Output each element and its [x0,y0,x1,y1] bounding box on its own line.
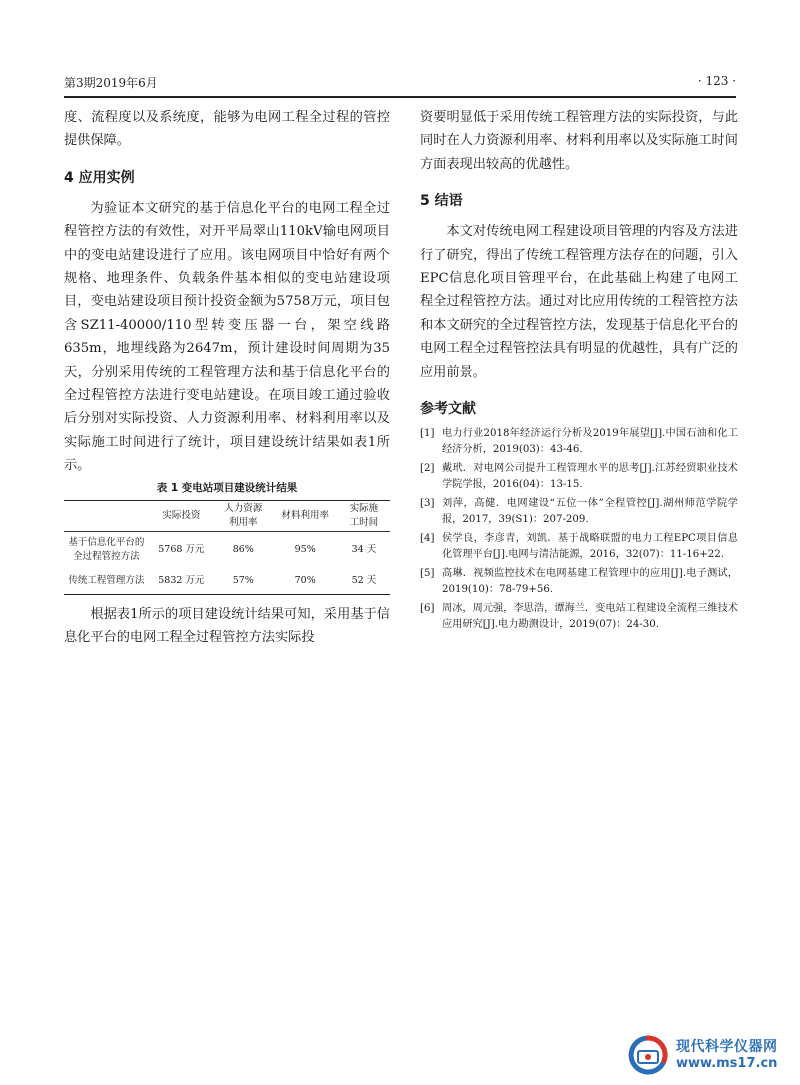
reference-text: 刘萍，高健．电网建设“五位一体”全程管控[J].湖州师范学院学报，2017，39(S1)：207-209. [442,498,738,526]
reference-number: [5] [420,568,435,580]
header-rule [64,96,736,98]
table-cell: 95% [294,543,316,555]
statistics-table [64,500,390,595]
reference-text: 高琳．视频监控技术在电网基建工程管理中的应用[J].电子测试，2019(10)：78-79+56. [442,568,738,596]
table-cell: 5768 万元 [158,543,205,555]
table-header-cell: 材料利用率 [273,500,338,531]
table-cell: 52 天 [351,574,377,586]
reference-text: 周冰，周元强，李思浩，谭海兰．变电站工程建设全流程三维技术应用研究[J].电力勘测设计，2019(07)：24-30. [442,603,738,631]
reference-text: 戴玳．对电网公司提升工程管理水平的思考[J].江苏经贸职业技术学院学报，2016(04)：13-15. [442,463,738,491]
table-cell: 86% [232,543,254,555]
issue-label: 第3期2019年6月 [64,76,158,90]
right-column [420,106,738,636]
section-4-paragraph: 为验证本文研究的基于信息化平台的电网工程全过程管控方法的有效性，对开平局翠山110kV输电网项目中的变电站建设进行了应用。该电网项目中恰好有两个规格、地理条件、负载条件基本相似的变电站建设项目，变电站建设项目预计投资金额为5758万元，项目包含SZ11-40000/110型转变压器一台，架空线路635m，地埋线路为2647m，预计建设时间周期为35天，分别采用传统的工程管理方法和基于信息化平台的全过程管控方法进行变电站建设。在项目竣工通过验收后分别对实际投资、人力资源利用率、材料利用率以及实际施工时间进行了统计，项目建设统计结果如表1所示。 [64,200,390,474]
table-header-row [64,500,390,531]
table-header-cell [64,500,149,531]
reference-item [420,531,738,563]
after-table-paragraph: 根据表1所示的项目建设统计结果可知，采用基于信息化平台的电网工程全过程管控方法实际投 [64,606,390,646]
table-cell: 57% [232,574,254,586]
reference-text: 侯学良，李彦青，刘凯．基于战略联盟的电力工程EPC项目信息化管理平台[J].电网与清洁能源，2016，32(07)：11-16+22. [442,533,738,561]
table-row [64,531,390,568]
reference-number: [1] [420,428,435,440]
watermark-name: 现代科学仪器网 [676,1039,778,1055]
reference-item [420,496,738,528]
page-number: · 123 · [697,74,736,88]
section-5-paragraph: 本文对传统电网工程建设项目管理的内容及方法进行了研究，得出了传统工程管理方法存在的问题，引入EPC信息化项目管理平台，在此基础上构建了电网工程全过程管控方法。通过对比应用传统的工程管控方法和本文研究的全过程管控方法，发现基于信息化平台的电网工程全过程管控法具有明显的优越性，具有广泛的应用前景。 [420,224,738,380]
table-cell: 70% [294,574,316,586]
left-column [64,106,390,650]
running-header [64,74,736,94]
section-4-heading: 4 应用实例 [64,169,135,186]
reference-item [420,461,738,493]
table-row [64,568,390,595]
table-caption: 表 1 变电站项目建设统计结果 [156,481,298,494]
continuation-paragraph: 资要明显低于采用传统工程管理方法的实际投资，与此同时在人力资源利用率、材料利用率以及实际施工时间方面表现出较高的优越性。 [420,110,738,172]
reference-number: [2] [420,463,435,475]
reference-item [420,566,738,598]
watermark-url: www.ms17.cn [676,1056,778,1071]
table-cell: 34 天 [351,543,377,555]
table-cell: 基于信息化平台的 全过程管控方法 [68,536,145,562]
table-header-cell: 人力资源 利用率 [214,500,273,531]
intro-paragraph: 度、流程度以及系统度，能够为电网工程全过程的管控提供保障。 [64,110,390,149]
reference-number: [4] [420,533,435,545]
reference-number: [3] [420,498,435,510]
table-header-cell: 实际投资 [149,500,214,531]
reference-item [420,601,738,633]
reference-number: [6] [420,603,435,615]
section-5-heading: 5 结语 [420,193,463,210]
watermark-logo [626,1032,786,1078]
table-cell: 5832 万元 [158,574,205,586]
logo-icon [626,1034,670,1076]
table-header-cell: 实际施 工时间 [338,500,390,531]
reference-item [420,426,738,458]
table-cell: 传统工程管理方法 [68,574,145,586]
references-heading: 参考文献 [420,401,476,418]
reference-list [420,426,738,633]
reference-text: 电力行业2018年经济运行分析及2019年展望[J].中国石油和化工经济分析，2019(03)：43-46. [442,428,738,456]
